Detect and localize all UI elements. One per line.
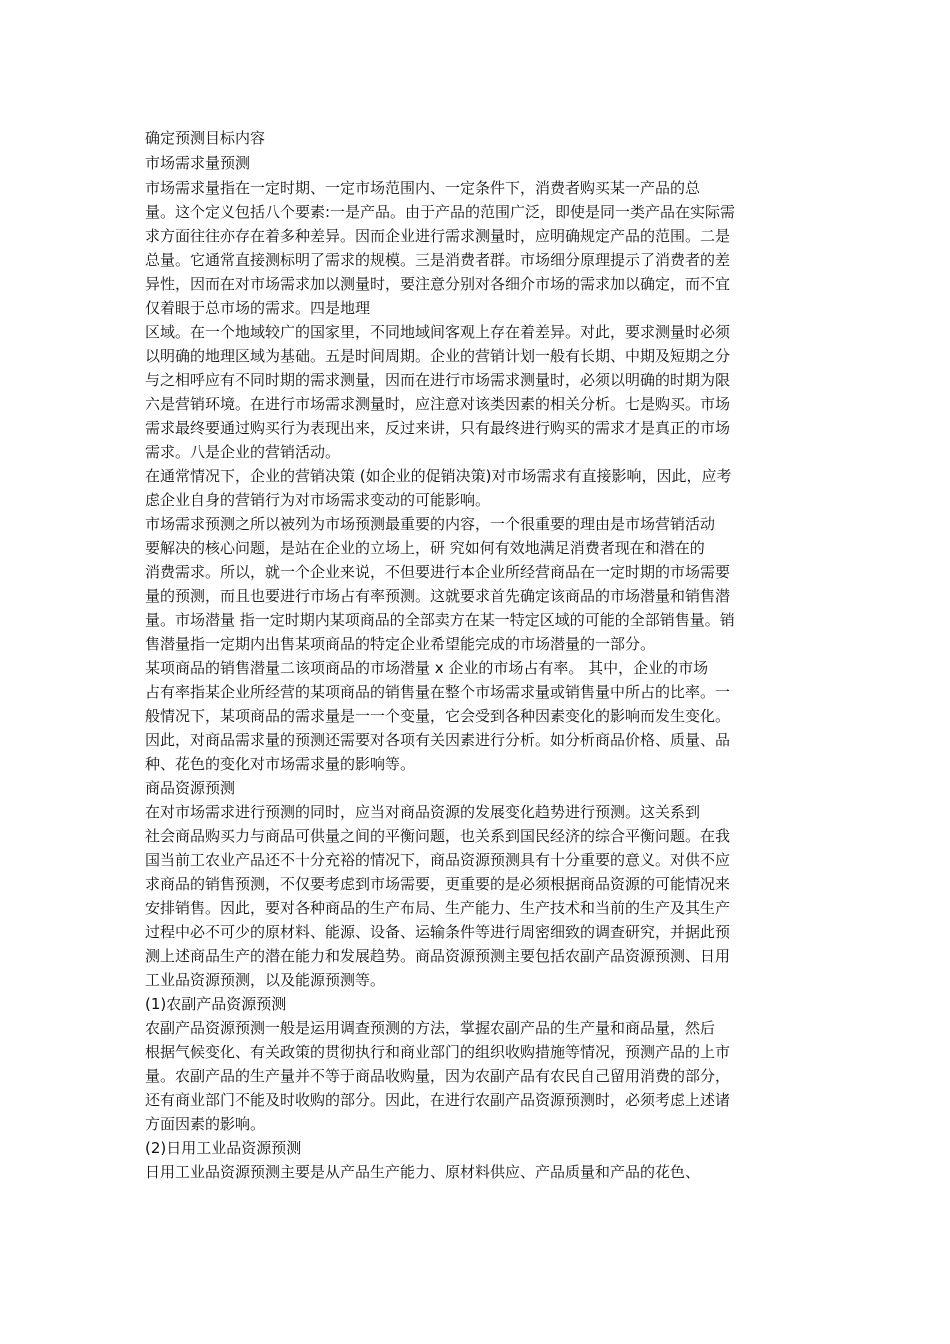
paragraph-line: 总量。它通常直接测标明了需求的规模。三是消费者群。市场细分原理提示了消费者的差 [145,251,731,269]
paragraph-line: 六是营销环境。在进行市场需求测量时，应注意对该类因素的相关分析。七是购买。市场 [145,395,731,413]
paragraph-line: 国当前工农业产品还不十分充裕的情况下，商品资源预测具有十分重要的意义。对供不应 [145,851,731,869]
paragraph-line: 量的预测，而且也要进行市场占有率预测。这就要求首先确定该商品的市场潜量和销售潜 [145,587,731,605]
paragraph-line: 方面因素的影响。 [145,1115,266,1133]
paragraph-line: 市场需求预测之所以被列为市场预测最重要的内容，一个很重要的理由是市场营销活动 [145,515,716,533]
paragraph-line: 量。市场潜量 指一定时期内某项商品的全部卖方在某一特定区域的可能的全部销售量。销 [145,611,735,629]
subsection-heading-agri-products: (1)农副产品资源预测 [145,995,287,1013]
paragraph-line: 农副产品资源预测一般是运用调查预测的方法，掌握农副产品的生产量和商品量，然后 [145,1019,716,1037]
paragraph-line: 仅着眼于总市场的需求。四是地理 [145,299,371,317]
paragraph-line: 占有率指某企业所经营的某项商品的销售量在整个市场需求量或销售量中所占的比率。一 [145,683,731,701]
section-heading-market-demand: 市场需求量预测 [145,154,251,172]
document-title: 确定预测目标内容 [145,129,266,147]
paragraph-line: 求商品的销售预测，不仅要考虑到市场需要，更重要的是必须根据商品资源的可能情况来 [145,875,731,893]
paragraph-line: 区域。在一个地域较广的国家里，不同地域间客观上存在着差异。对此，要求测量时必须 [145,323,731,341]
paragraph-line: 还有商业部门不能及时收购的部分。因此，在进行农副产品资源预测时，必须考虑上述诸 [145,1091,731,1109]
paragraph-line: 市场需求量指在一定时期、一定市场范围内、一定条件下，消费者购买某一产品的总 [145,179,701,197]
paragraph-line: 根据气候变化、有关政策的贯彻执行和商业部门的组织收购措施等情况，预测产品的上市 [145,1043,731,1061]
paragraph-line: 需求最终要通过购买行为表现出来，反过来讲，只有最终进行购买的需求才是真正的市场 [145,419,731,437]
paragraph-line: 消费需求。所以，就一个企业来说，不但要进行本企业所经营商品在一定时期的市场需要 [145,563,731,581]
paragraph-line: 求方面往往亦存在着多种差异。因而企业进行需求测量时，应明确规定产品的范围。二是 [145,227,731,245]
paragraph-line: 异性，因而在对市场需求加以测量时，要注意分别对各细介市场的需求加以确定，而不宜 [145,275,731,293]
paragraph-line: 要解决的核心问题，是站在企业的立场上，研 究如何有效地满足消费者现在和潜在的 [145,539,705,557]
paragraph-line: 在对市场需求进行预测的同时，应当对商品资源的发展变化趋势进行预测。这关系到 [145,803,701,821]
paragraph-line: 测上述商品生产的潜在能力和发展趋势。商品资源预测主要包括农副产品资源预测、日用 [145,947,731,965]
paragraph-line: 工业品资源预测，以及能源预测等。 [145,971,386,989]
paragraph-line: 需求。八是企业的营销活动。 [145,443,341,461]
subsection-heading-industrial-goods: (2)日用工业品资源预测 [145,1139,302,1157]
paragraph-line: 量。农副产品的生产量并不等于商品收购量，因为农副产品有农民自己留用消费的部分， [145,1067,731,1085]
paragraph-line: 虑企业自身的营销行为对市场需求变动的可能影响。 [145,491,491,509]
paragraph-line: 安排销售。因此，要对各种商品的生产布局、生产能力、生产技术和当前的生产及其生产 [145,899,731,917]
paragraph-line: 与之相呼应有不同时期的需求测量，因而在进行市场需求测量时，必须以明确的时期为限 [145,371,731,389]
paragraph-line: 日用工业品资源预测主要是从产品生产能力、原材料供应、产品质量和产品的花色、 [145,1163,701,1181]
paragraph-line: 量。这个定义包括八个要素:一是产品。由于产品的范围广泛，即使是同一类产品在实际需 [145,203,736,221]
paragraph-line: 在通常情况下，企业的营销决策 (如企业的促销决策)对市场需求有直接影响，因此，应考 [145,467,732,485]
paragraph-line: 般情况下，某项商品的需求量是一一个变量，它会受到各种因素变化的影响而发生变化。 [145,707,731,725]
paragraph-line: 种、花色的变化对市场需求量的影响等。 [145,755,416,773]
paragraph-line: 因此，对商品需求量的预测还需要对各项有关因素进行分析。如分析商品价格、质量、品 [145,731,731,749]
paragraph-line: 售潜量指一定期内出售某项商品的特定企业希望能完成的市场潜量的一部分。 [145,635,656,653]
paragraph-line: 过程中必不可少的原材料、能源、设备、运输条件等进行周密细致的调查研究，并据此预 [145,923,731,941]
paragraph-line: 以明确的地理区域为基础。五是时间周期。企业的营销计划一般有长期、中期及短期之分 [145,347,731,365]
paragraph-line: 某项商品的销售潜量二该项商品的市场潜量 x 企业的市场占有率。 其中，企业的市场 [145,659,709,677]
paragraph-line: 社会商品购买力与商品可供量之间的平衡问题，也关系到国民经济的综合平衡问题。在我 [145,827,731,845]
section-heading-commodity-resources: 商品资源预测 [145,779,236,797]
